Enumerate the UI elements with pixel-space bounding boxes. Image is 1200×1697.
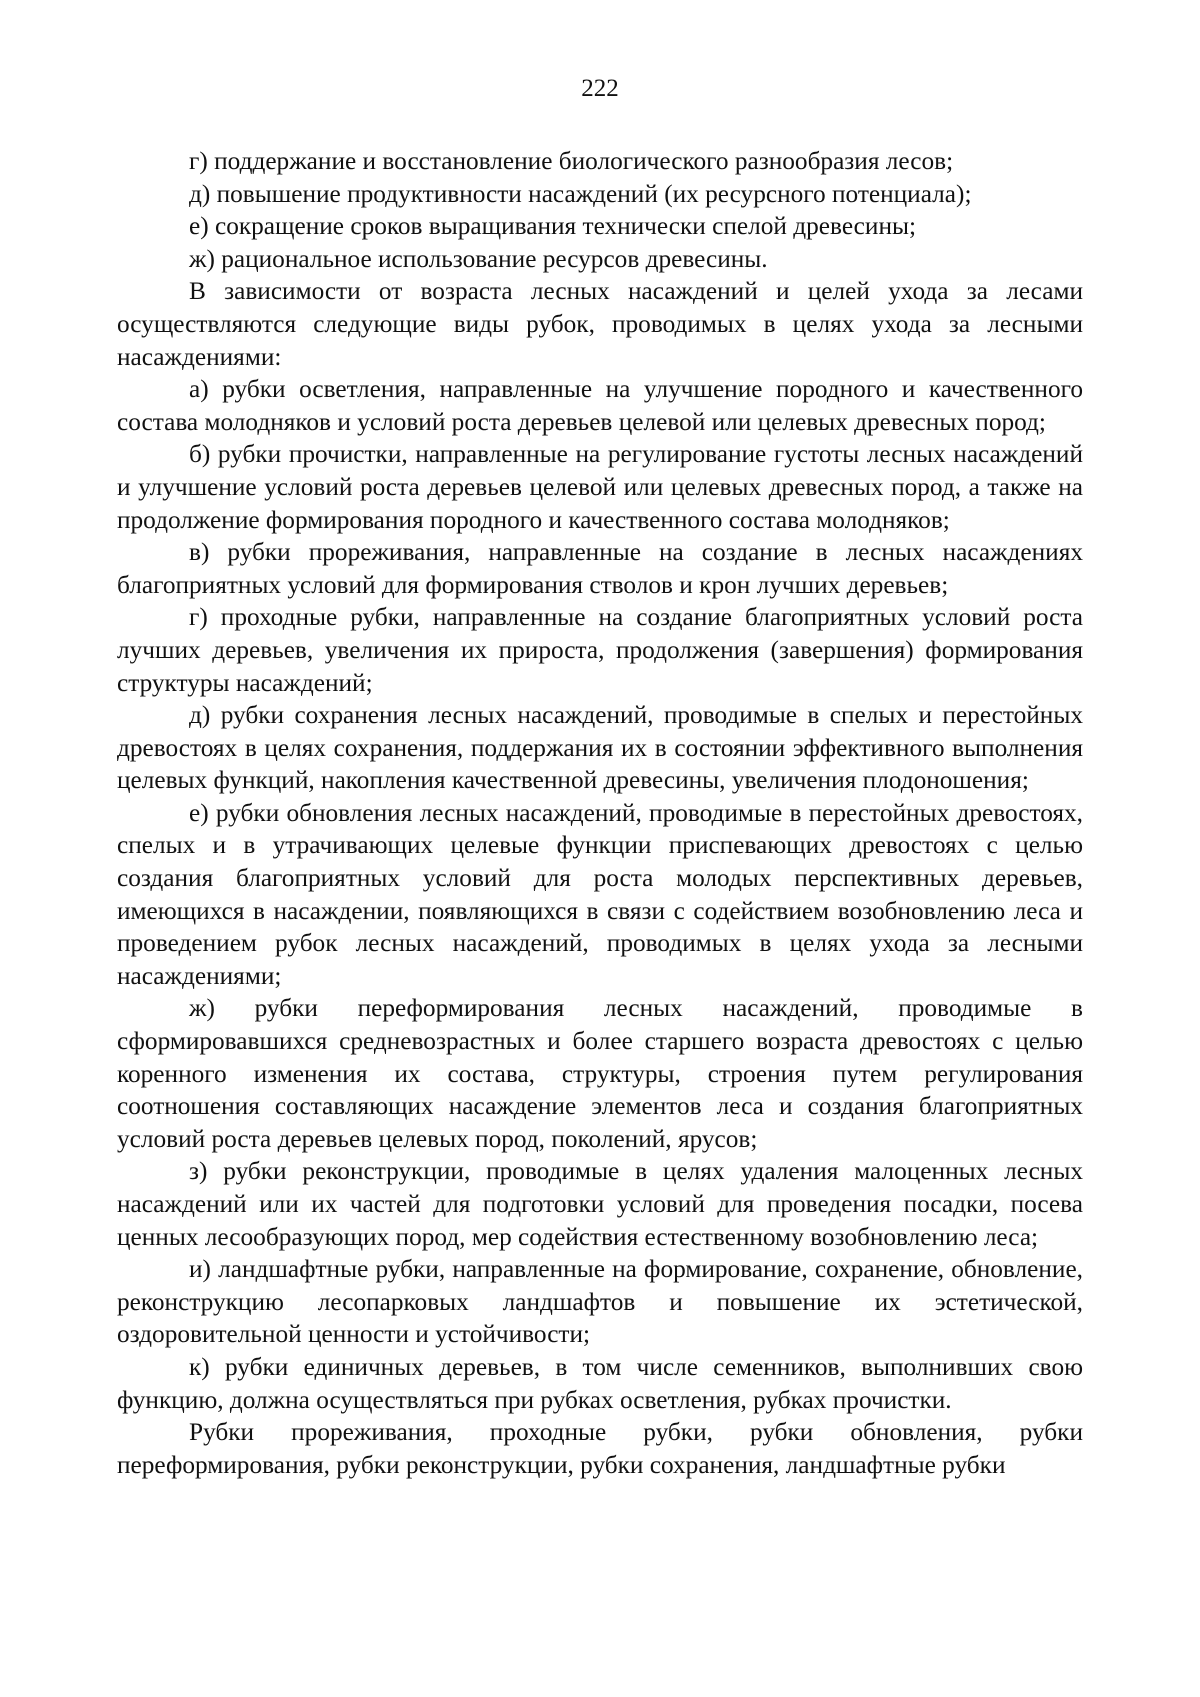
paragraph: д) повышение продуктивности насаждений (их ресурсного потенциала); [189, 179, 972, 208]
paragraph: ж) рубки переформирования лесных насаждений, проводимые в сформировавшихся средневозрастных и более старшего возраста древостоях с целью коренного изменения их состава, структуры, строения путем регулирования соотношения составляющих насаждение элементов леса и создания благоприятных условий роста деревьев целевых пород, поколений, ярусов; [117, 994, 1083, 1153]
paragraph: е) рубки обновления лесных насаждений, проводимые в перестойных древостоях, спелых и в утрачивающих целевые функции приспевающих древостоях с целью создания благоприятных условий для роста молодых перспективных деревьев, имеющихся в насаждении, появляющихся в связи с содействием возобновлению леса и проведением рубок лесных насаждений, проводимых в целях ухода за лесными насаждениями; [117, 798, 1083, 990]
paragraph: е) сокращение сроков выращивания технически спелой древесины; [189, 212, 917, 241]
paragraph: г) проходные рубки, направленные на создание благоприятных условий роста лучших деревьев, увеличения их прироста, продолжения (завершения) формирования структуры насаждений; [117, 603, 1083, 697]
paragraph: д) рубки сохранения лесных насаждений, проводимые в спелых и перестойных древостоях в целях сохранения, поддержания их в состоянии эффективного выполнения целевых функций, накопления качественной древесины, увеличения плодоношения; [117, 701, 1083, 795]
document-body [117, 145, 1083, 1481]
paragraph: ж) рациональное использование ресурсов древесины. [189, 244, 768, 273]
paragraph: а) рубки осветления, направленные на улучшение породного и качественного состава молодняков и условий роста деревьев целевой или целевых древесных пород; [117, 375, 1083, 436]
page-number: 222 [581, 75, 619, 102]
paragraph: г) поддержание и восстановление биологического разнообразия лесов; [189, 147, 954, 175]
paragraph: В зависимости от возраста лесных насаждений и целей ухода за лесами осуществляются следующие виды рубок, проводимых в целях ухода за лесными насаждениями: [117, 277, 1083, 371]
paragraph: в) рубки прореживания, направленные на создание в лесных насаждениях благоприятных условий для формирования стволов и крон лучших деревьев; [117, 538, 1083, 599]
paragraph: к) рубки единичных деревьев, в том числе семенников, выполнивших свою функцию, должна осуществляться при рубках осветления, рубках прочистки. [117, 1352, 1083, 1414]
paragraph: б) рубки прочистки, направленные на регулирование густоты лесных насаждений и улучшение условий роста деревьев целевой или целевых древесных пород, а также на продолжение формирования породного и качественного состава молодняков; [117, 440, 1083, 534]
paragraph: Рубки прореживания, проходные рубки, рубки обновления, рубки переформирования, рубки реконструкции, рубки сохранения, ландшафтные рубки [117, 1418, 1083, 1479]
paragraph: и) ландшафтные рубки, направленные на формирование, сохранение, обновление, реконструкцию лесопарковых ландшафтов и повышение их эстетической, оздоровительной ценности и устойчивости; [117, 1255, 1083, 1349]
paragraph: з) рубки реконструкции, проводимые в целях удаления малоценных лесных насаждений или их частей для подготовки условий для проведения посадки, посева ценных лесообразующих пород, мер содействия естественному возобновлению леса; [117, 1157, 1083, 1251]
